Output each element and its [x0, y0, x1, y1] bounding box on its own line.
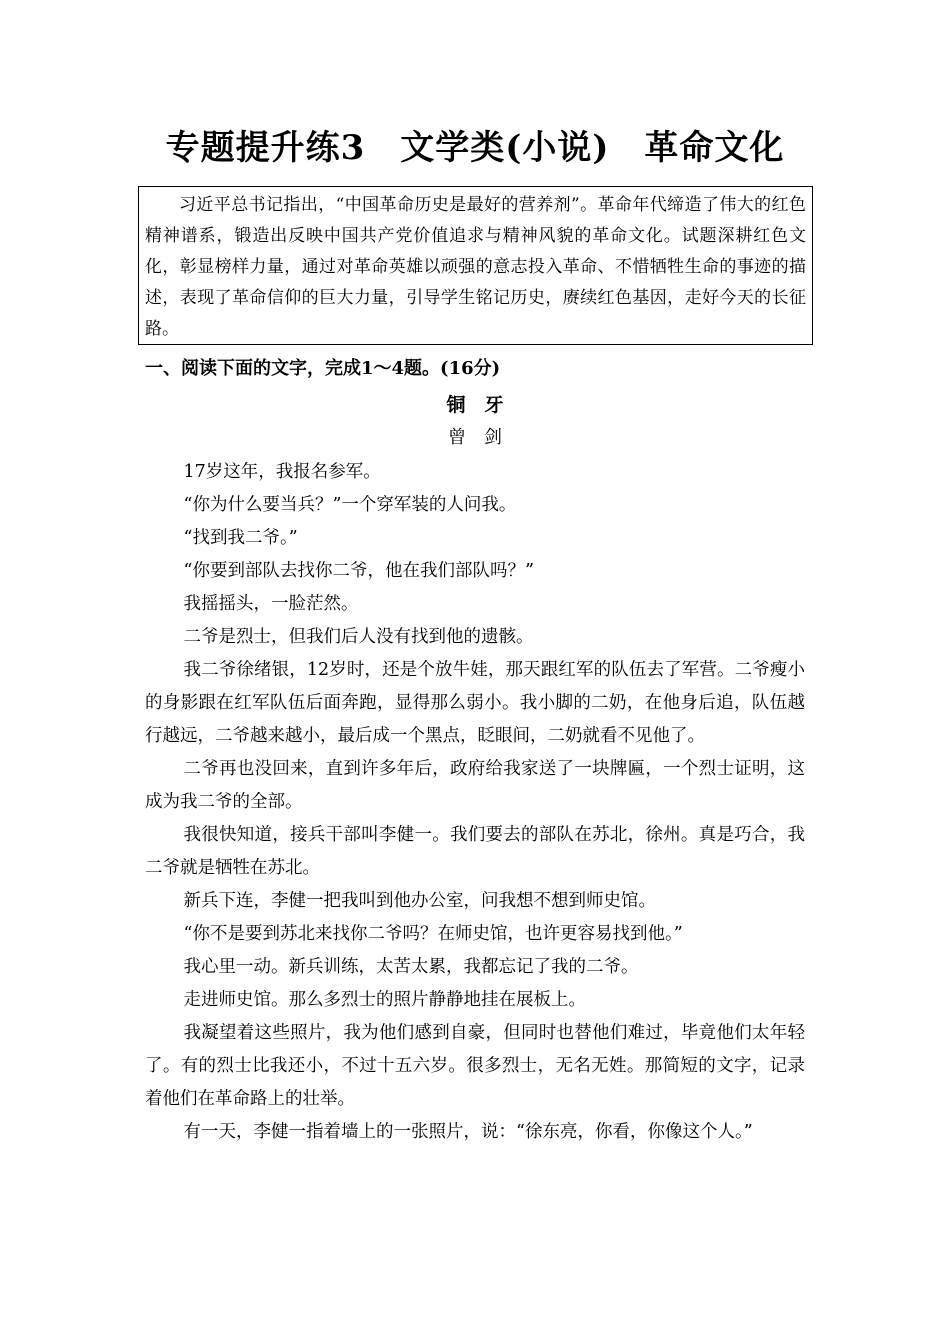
story-body	[145, 456, 805, 1149]
story-paragraph: 我凝望着这些照片，我为他们感到自豪，但同时也替他们难过，毕竟他们太年轻了。有的烈士比我还小，不过十五六岁。很多烈士，无名无姓。那简短的文字，记录着他们在革命路上的壮举。	[145, 1023, 805, 1109]
story-paragraph: “你要到部队去找你二爷，他在我们部队吗？”	[183, 561, 534, 581]
story-paragraph: 二爷再也没回来，直到许多年后，政府给我家送了一块牌匾，一个烈士证明，这成为我二爷的全部。	[145, 759, 805, 812]
story-title: 铜 牙	[446, 394, 504, 416]
story-paragraph: “找到我二爷。”	[183, 528, 298, 548]
story-paragraph: 走进师史馆。那么多烈士的照片静静地挂在展板上。	[183, 990, 586, 1010]
section-heading: 一、阅读下面的文字，完成1～4题。(16分)	[145, 358, 501, 379]
story-paragraph: “你不是要到苏北来找你二爷吗？在师史馆，也许更容易找到他。”	[183, 924, 683, 944]
story-author: 曾 剑	[448, 427, 502, 448]
story-paragraph: 二爷是烈士，但我们后人没有找到他的遗骸。	[183, 627, 534, 647]
page-title: 专题提升练3 文学类(小说) 革命文化	[165, 128, 785, 168]
story-paragraph: 我心里一动。新兵训练，太苦太累，我都忘记了我的二爷。	[183, 957, 639, 977]
story-paragraph: 17岁这年，我报名参军。	[183, 462, 381, 482]
story-paragraph: 我二爷徐绪银，12岁时，还是个放牛娃，那天跟红军的队伍去了军营。二爷瘦小的身影跟在红军队伍后面奔跑，显得那么弱小。我小脚的二奶，在他身后追，队伍越行越远，二爷越来越小，最后成一个黑点，眨眼间，二奶就看不见他了。	[145, 660, 805, 746]
intro-box: 习近平总书记指出，“中国革命历史是最好的营养剂”。革命年代缔造了伟大的红色精神谱系，锻造出反映中国共产党价值追求与精神风貌的革命文化。试题深耕红色文化，彰显榜样力量，通过对革命英雄以顽强的意志投入革命、不惜牺牲生命的事迹的描述，表现了革命信仰的巨大力量，引导学生铭记历史，赓续红色基因，走好今天的长征路。	[138, 186, 813, 345]
story-paragraph: 新兵下连，李健一把我叫到他办公室，问我想不想到师史馆。	[183, 891, 656, 911]
story-paragraph: 我摇摇头，一脸茫然。	[183, 594, 359, 614]
story-paragraph: “你为什么要当兵？”一个穿军装的人问我。	[183, 495, 517, 515]
story-paragraph: 有一天，李健一指着墙上的一张照片，说：“徐东亮，你看，你像这个人。”	[183, 1122, 753, 1142]
story-paragraph: 我很快知道，接兵干部叫李健一。我们要去的部队在苏北，徐州。真是巧合，我二爷就是牺牲在苏北。	[145, 825, 805, 878]
